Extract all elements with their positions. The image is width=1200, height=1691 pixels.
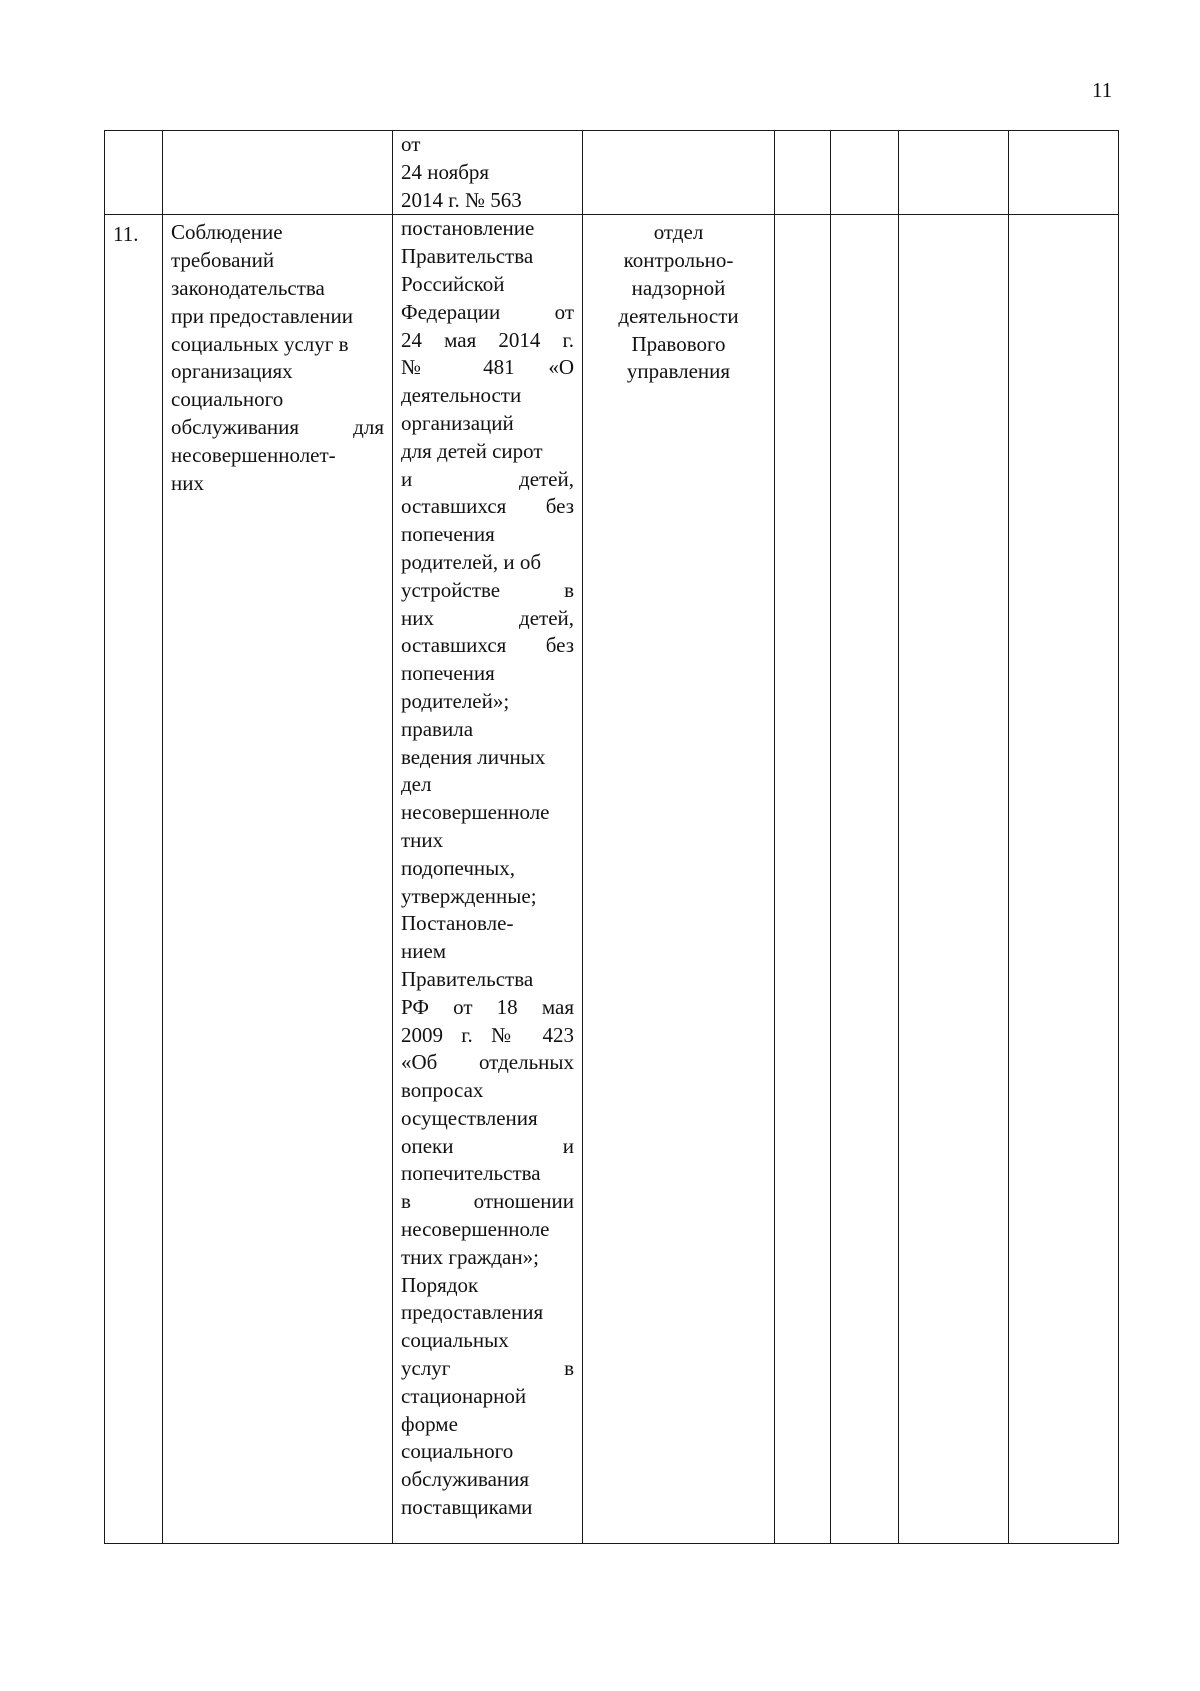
law-line: вопросах bbox=[401, 1078, 484, 1103]
law-line: утвержденные; bbox=[401, 883, 537, 908]
law-line: родителей, и об bbox=[401, 549, 542, 574]
law-line: 24 ноября bbox=[401, 159, 490, 184]
law-line: Федерации от bbox=[401, 299, 574, 324]
law-line: социальных bbox=[401, 1328, 509, 1353]
law-line: оставшихся без bbox=[401, 633, 574, 658]
law-line: тних граждан»; bbox=[401, 1244, 539, 1269]
law-line: попечительства bbox=[401, 1161, 541, 1186]
law-line: 2014 г. № 563 bbox=[401, 187, 522, 212]
law-line: 24 мая 2014 г. bbox=[401, 327, 574, 352]
cell-empty-7 bbox=[899, 131, 1009, 215]
dept-line: надзорной bbox=[631, 275, 726, 300]
subject-line: организациях bbox=[171, 359, 293, 384]
law-line: несовершенноле bbox=[401, 1217, 550, 1242]
cell-number bbox=[105, 131, 163, 215]
law-line: в отношении bbox=[401, 1189, 574, 1214]
cell-empty-8 bbox=[1009, 215, 1119, 1544]
law-line: родителей»; bbox=[401, 688, 510, 713]
table-row-continuation bbox=[105, 131, 1119, 215]
law-line: подопечных, bbox=[401, 855, 516, 880]
law-line: Правительства bbox=[401, 244, 534, 269]
cell-empty-5 bbox=[775, 215, 831, 1544]
page-number: 11 bbox=[1092, 78, 1113, 102]
law-line: организаций bbox=[401, 410, 514, 435]
cell-subject bbox=[163, 131, 393, 215]
subject-line: требований bbox=[171, 248, 275, 273]
cell-empty-8 bbox=[1009, 131, 1119, 215]
subject-line: обслуживания для bbox=[171, 414, 384, 439]
cell-department bbox=[583, 215, 775, 1544]
law-line: Правительства bbox=[401, 966, 534, 991]
law-line: попечения bbox=[401, 661, 495, 686]
dept-line: управления bbox=[626, 359, 731, 384]
law-line: осуществления bbox=[401, 1105, 538, 1130]
cell-law bbox=[393, 215, 583, 1544]
cell-law bbox=[393, 131, 583, 215]
law-line: Порядок bbox=[401, 1272, 479, 1297]
law-line: постановление bbox=[401, 216, 535, 241]
law-line: 2009 г. № 423 bbox=[401, 1022, 574, 1047]
subject-line: социального bbox=[171, 387, 284, 412]
table-row-11 bbox=[105, 215, 1119, 1544]
dept-line: деятельности bbox=[618, 303, 739, 328]
cell-subject bbox=[163, 215, 393, 1544]
cell-empty-6 bbox=[831, 131, 899, 215]
law-line: РФ от 18 мая bbox=[401, 994, 574, 1019]
law-line: Российской bbox=[401, 271, 505, 296]
law-line: тних bbox=[401, 827, 444, 852]
cell-empty-5 bbox=[775, 131, 831, 215]
law-line: правила bbox=[401, 716, 474, 741]
law-line: опеки и bbox=[401, 1133, 574, 1158]
law-line: услуг в bbox=[401, 1356, 574, 1381]
dept-line: отдел bbox=[653, 220, 704, 245]
subject-line: социальных услуг в bbox=[171, 331, 349, 356]
law-line: «Об отдельных bbox=[401, 1050, 574, 1075]
cell-empty-6 bbox=[831, 215, 899, 1544]
dept-line: Правового bbox=[631, 331, 726, 356]
cell-number: 11. bbox=[105, 215, 163, 1544]
law-line: обслуживания bbox=[401, 1467, 530, 1492]
law-line: нием bbox=[401, 939, 447, 964]
cell-department bbox=[583, 131, 775, 215]
law-line: № 481 «О bbox=[401, 355, 574, 380]
law-line: оставшихся без bbox=[401, 494, 574, 519]
subject-line: несовершеннолет- bbox=[171, 442, 336, 467]
law-line: поставщиками bbox=[401, 1495, 533, 1520]
law-line: от bbox=[401, 132, 421, 156]
law-line: Постановле- bbox=[401, 911, 514, 936]
subject-line: Соблюдение bbox=[171, 220, 283, 245]
law-line: устройстве в bbox=[401, 577, 574, 602]
subject-line: законодательства bbox=[171, 275, 325, 300]
control-measures-table bbox=[104, 130, 1119, 1544]
subject-line: них bbox=[171, 470, 204, 495]
law-line: предоставления bbox=[401, 1300, 544, 1325]
law-line: форме bbox=[401, 1411, 458, 1436]
subject-line: при предоставлении bbox=[171, 303, 353, 328]
law-line: социального bbox=[401, 1439, 514, 1464]
cell-empty-7 bbox=[899, 215, 1009, 1544]
law-line: дел bbox=[401, 772, 432, 797]
law-line: и детей, bbox=[401, 466, 574, 491]
law-line: них детей, bbox=[401, 605, 574, 630]
dept-line: контрольно- bbox=[623, 248, 734, 273]
law-line: стационарной bbox=[401, 1383, 527, 1408]
law-line: попечения bbox=[401, 522, 495, 547]
law-line: несовершенноле bbox=[401, 800, 550, 825]
law-line: ведения личных bbox=[401, 744, 546, 769]
law-line: для детей сирот bbox=[401, 438, 543, 463]
law-line: деятельности bbox=[401, 383, 522, 408]
